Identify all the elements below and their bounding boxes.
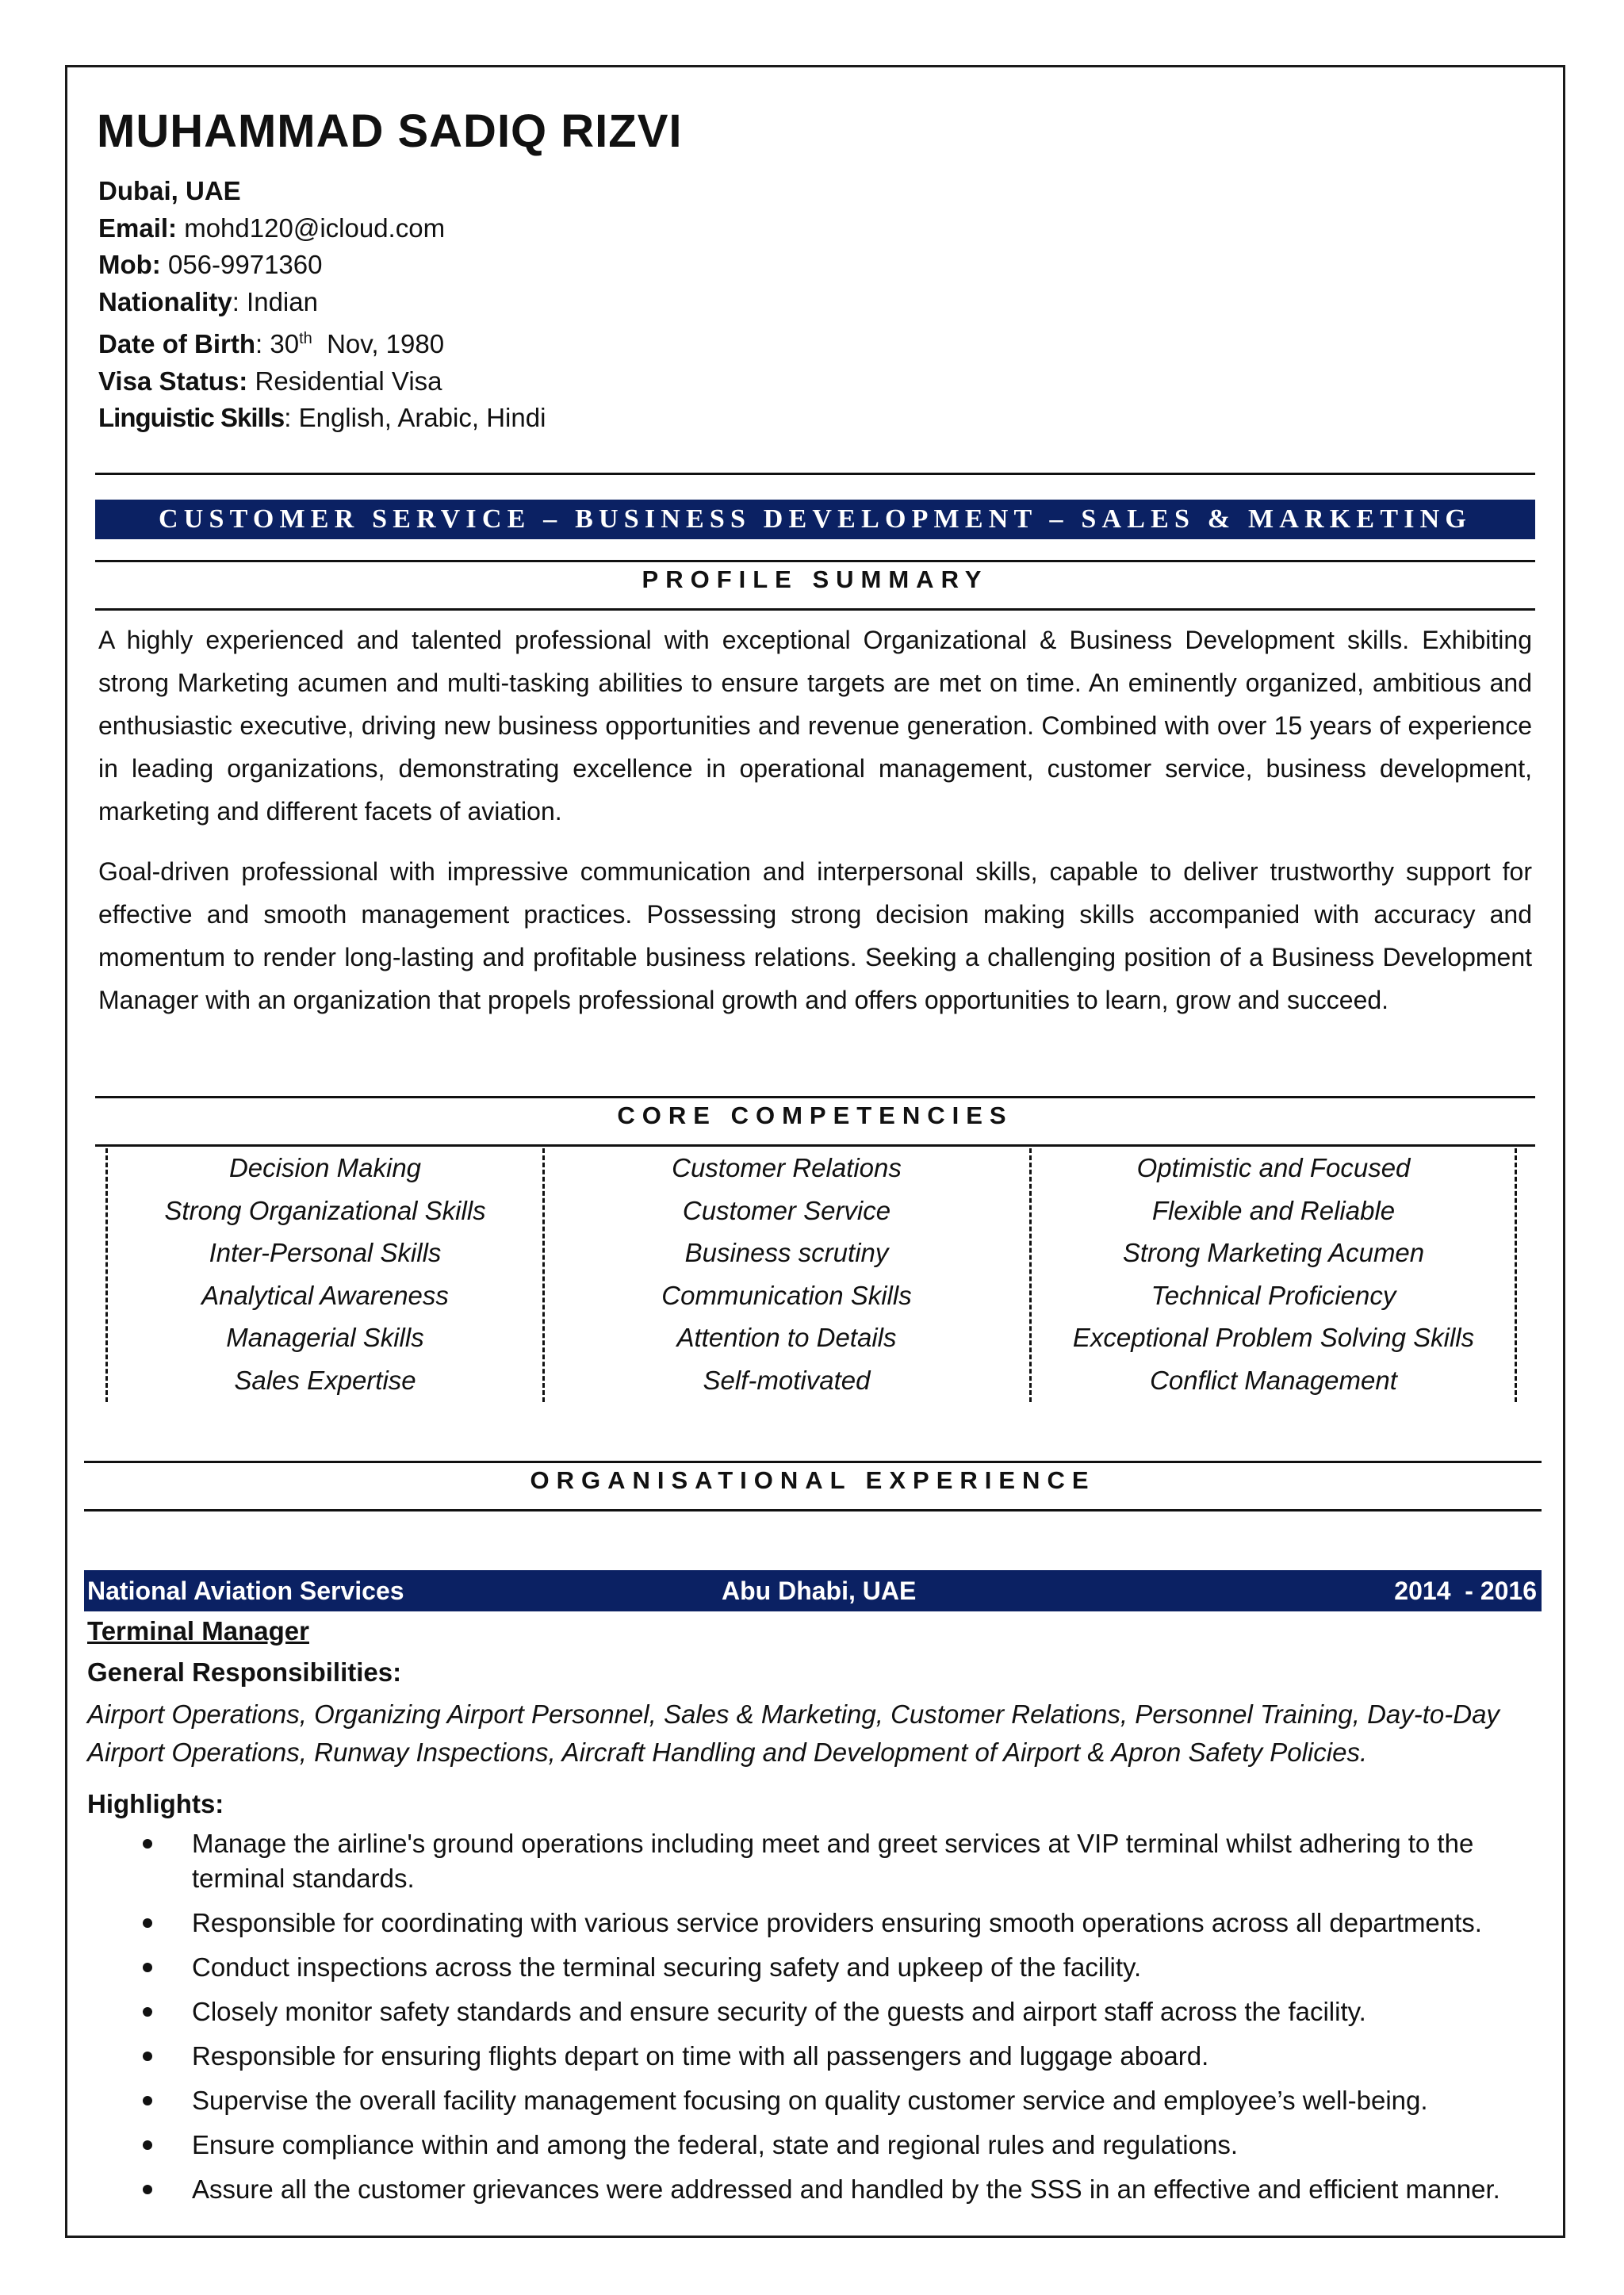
column-separator: [1029, 1148, 1032, 1402]
divider: [95, 560, 1535, 562]
divider: [95, 1096, 1535, 1098]
list-item: Responsible for ensuring flights depart on time with all passengers and luggage aboard.: [87, 2039, 1538, 2074]
visa-value: Residential Visa: [255, 366, 442, 396]
candidate-name: MUHAMMAD SADIQ RIZVI: [97, 105, 683, 157]
divider: [84, 1509, 1542, 1511]
contact-block: [98, 173, 546, 437]
competency-item: Decision Making: [228, 1153, 422, 1182]
divider: [95, 608, 1535, 611]
job-location: Abu Dhabi, UAE: [722, 1577, 917, 1605]
competency-item: Self-motivated: [703, 1365, 871, 1395]
column-separator: [542, 1148, 545, 1402]
languages-value: English, Arabic, Hindi: [298, 403, 546, 432]
job-header-bar: [84, 1570, 1542, 1611]
job-title: Terminal Manager: [87, 1616, 309, 1646]
competency-item: Business scrutiny: [684, 1238, 889, 1267]
profile-summary-title: PROFILE SUMMARY: [642, 565, 989, 593]
divider: [95, 473, 1535, 475]
company-name: National Aviation Services: [87, 1577, 404, 1605]
competency-item: Analytical Awareness: [201, 1280, 449, 1310]
competency-item: Technical Proficiency: [1151, 1280, 1396, 1310]
bullet-icon: [143, 1963, 152, 1972]
bullet-icon: [143, 2185, 152, 2194]
divider: [84, 1461, 1542, 1463]
dob-line: Date of Birth: 30th Nov, 1980: [98, 329, 445, 358]
competency-item: Flexible and Reliable: [1151, 1195, 1396, 1225]
competency-item: Exceptional Problem Solving Skills: [1072, 1323, 1475, 1352]
nationality-value: Indian: [247, 286, 318, 316]
highlights-label: Highlights:: [87, 1789, 224, 1818]
list-item: Conduct inspections across the terminal securing safety and upkeep of the facility.: [87, 1950, 1538, 1985]
competency-item: Customer Service: [682, 1195, 891, 1225]
column-separator: [1515, 1148, 1517, 1402]
bullet-icon: [143, 2140, 152, 2150]
email-line: Email: mohd120@icloud.com: [98, 213, 446, 243]
core-competencies-title: CORE COMPETENCIES: [617, 1102, 1013, 1129]
column-separator: [105, 1148, 108, 1402]
competencies-column-1: [111, 1147, 539, 1401]
highlights-list: [87, 1826, 1538, 2216]
bullet-icon: [143, 1839, 152, 1849]
profile-paragraph-2: Goal-driven professional with impressive communication and interpersonal skills, capable to deliver trustworthy support for effective and smooth management practices. Possessing strong decision making skills accompanied with accuracy and momentum to render long-lasting and profitable business relations. Seeking a challenging position of a Business Development Manager with an organization that propels professional growth and offers opportunities to learn, grow and succeed.: [98, 857, 1532, 1014]
list-item: Supervise the overall facility management focusing on quality customer service and employee’s well-being.: [87, 2083, 1538, 2118]
competencies-column-2: [549, 1147, 1025, 1401]
bullet-icon: [143, 2007, 152, 2017]
competency-item: Conflict Management: [1150, 1365, 1397, 1395]
competencies-column-3: [1036, 1147, 1511, 1401]
bullet-icon: [143, 2096, 152, 2105]
list-item: Assure all the customer grievances were addressed and handled by the SSS in an effective and efficient manner.: [87, 2172, 1538, 2207]
competency-item: Strong Organizational Skills: [164, 1195, 486, 1225]
bullet-icon: [143, 1918, 152, 1928]
list-item: Closely monitor safety standards and ensure security of the guests and airport staff across the facility.: [87, 1994, 1538, 2029]
headline-banner: CUSTOMER SERVICE – BUSINESS DEVELOPMENT – SALES & MARKETING: [95, 500, 1535, 539]
languages-line: Linguistic Skills: English, Arabic, Hindi: [98, 403, 546, 432]
competency-item: Attention to Details: [676, 1323, 897, 1352]
responsibilities-label: General Responsibilities:: [87, 1657, 402, 1687]
competency-item: Sales Expertise: [234, 1365, 416, 1395]
competency-item: Customer Relations: [672, 1153, 902, 1182]
responsibilities-text: Airport Operations, Organizing Airport Personnel, Sales & Marketing, Customer Relations, Personnel Training, Day-to-Day Airport Operations, Runway Inspections, Aircraft Handling and Development of Airport & Apron Safety Policies.: [87, 1699, 1500, 1767]
list-item: Ensure compliance within and among the federal, state and regional rules and regulations.: [87, 2128, 1538, 2163]
competency-item: Communication Skills: [661, 1280, 912, 1310]
list-item: Responsible for coordinating with various service providers ensuring smooth operations across all departments.: [87, 1906, 1538, 1941]
job-dates: 2014 - 2016: [1394, 1577, 1537, 1605]
bullet-icon: [143, 2052, 152, 2061]
competency-item: Managerial Skills: [226, 1323, 424, 1352]
mobile-line: Mob: 056-9971360: [98, 250, 323, 279]
nationality-line: Nationality: Indian: [98, 286, 318, 316]
mobile-value: 056-9971360: [167, 250, 323, 279]
competency-item: Inter-Personal Skills: [209, 1238, 442, 1267]
competency-item: Strong Marketing Acumen: [1122, 1238, 1425, 1267]
list-item: Manage the airline's ground operations including meet and greet services at VIP terminal whilst adhering to the terminal standards.: [87, 1826, 1538, 1896]
experience-title: ORGANISATIONAL EXPERIENCE: [530, 1466, 1096, 1494]
email-value: mohd120@icloud.com: [184, 213, 446, 243]
profile-paragraph-1: A highly experienced and talented professional with exceptional Organizational & Business Development skills. Exhibiting strong Marketing acumen and multi-tasking abilities to ensure targets are met on time. An eminently organized, ambitious and enthusiastic executive, driving new business opportunities and revenue generation. Combined with over 15 years of experience in leading organizations, demonstrating excellence in operational management, customer service, business development, marketing and different facets of aviation.: [98, 626, 1532, 826]
visa-line: Visa Status: Residential Visa: [98, 366, 442, 396]
competency-item: Optimistic and Focused: [1136, 1153, 1411, 1182]
location: Dubai, UAE: [98, 176, 241, 205]
